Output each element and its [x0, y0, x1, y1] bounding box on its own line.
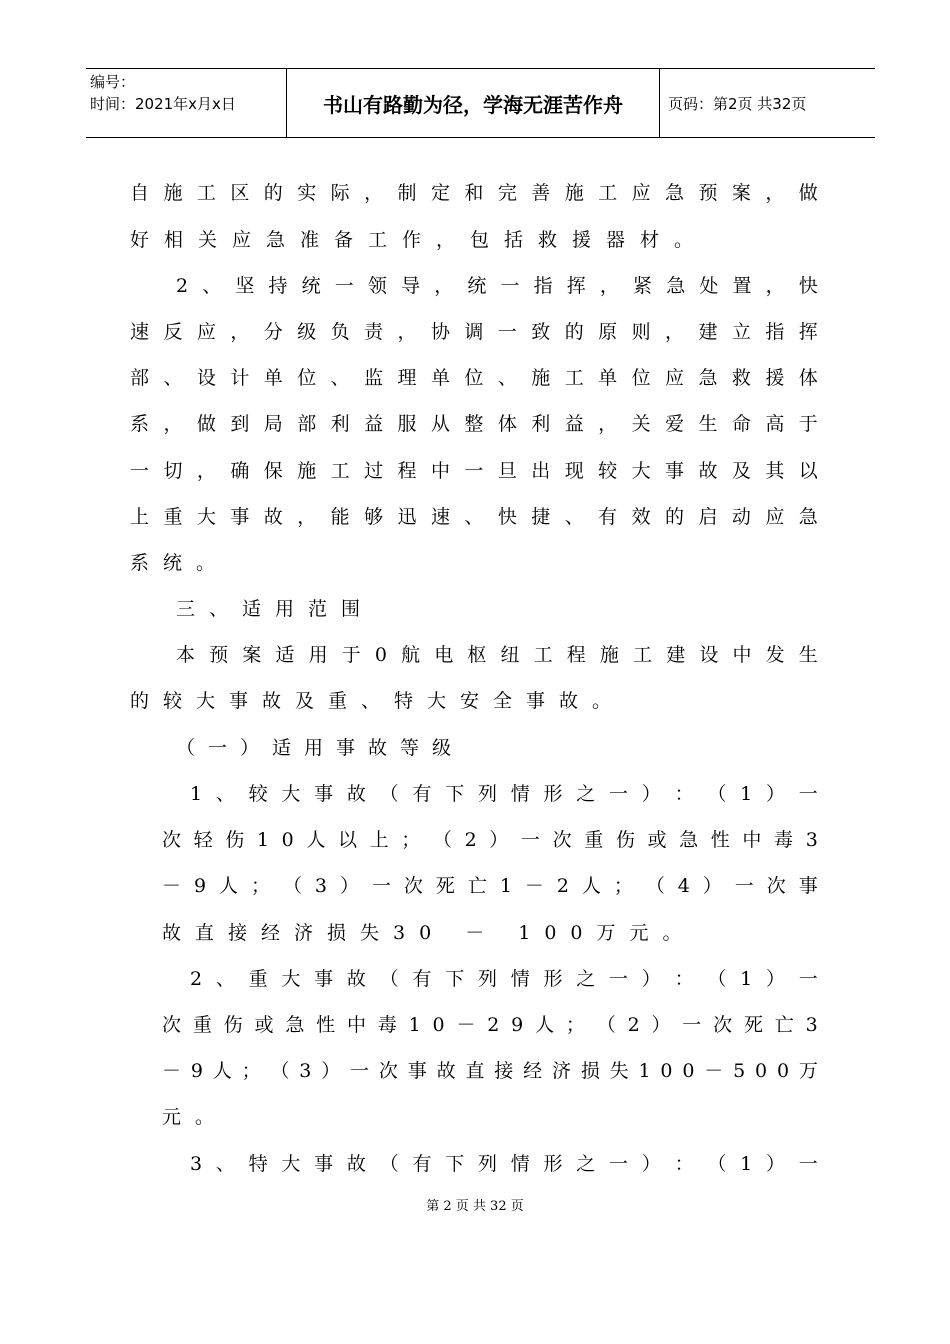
text-line: － 9 人 ； （ 3 ） 一 次 死 亡 1 － 2 人 ； （ 4 ） 一 次 事: [162, 875, 818, 897]
text-line: 上 重 大 事 故 ， 能 够 迅 速 、 快 捷 、 有 效 的 启 动 应 急: [130, 506, 818, 528]
subsection-heading: （一）适用事故等级: [176, 737, 465, 759]
text-line: 自 施 工 区 的 实 际 ， 制 定 和 完 善 施 工 应 急 预 案 ， 做: [130, 182, 818, 204]
header-page-info: 页码：第2页 共32页: [668, 94, 807, 113]
date-line: 时间：2021年x月x日: [90, 95, 236, 113]
text-line: 系 ， 做 到 局 部 利 益 服 从 整 体 利 益 ， 关 爱 生 命 高 于: [130, 413, 818, 435]
text-line: 好相关应急准备工作，包括救援器材。: [130, 229, 709, 251]
page-footer: 第 2 页 共 32 页: [426, 1199, 524, 1214]
text-line: 故直接经济损失30 － 100万元。: [162, 922, 696, 944]
text-line: 部 、 设 计 单 位 、 监 理 单 位 、 施 工 单 位 应 急 救 援 体: [130, 367, 818, 389]
text-line: 元。: [162, 1106, 229, 1128]
text-line: 1 、 较 大 事 故 （ 有 下 列 情 形 之 一 ） ： （ 1 ） 一: [190, 783, 818, 805]
text-line: 的较大事故及重、特大安全事故。: [130, 690, 626, 712]
text-line: 速 反 应 ， 分 级 负 责 ， 协 调 一 致 的 原 则 ， 建 立 指 挥: [130, 321, 818, 343]
text-line: 一 切 ， 确 保 施 工 过 程 中 一 旦 出 现 较 大 事 故 及 其 以: [130, 460, 818, 482]
header-meta: [86, 69, 286, 137]
doc-number-label: 编号：: [90, 73, 136, 91]
text-line: 本 预 案 适 用 于 0 航 电 枢 纽 工 程 施 工 建 设 中 发 生: [176, 644, 818, 666]
text-line: － 9 人 ； （ 3 ） 一 次 事 故 直 接 经 济 损 失 1 0 0 － 5 0 0 万: [162, 1060, 818, 1082]
text-line: 2 、 坚 持 统 一 领 导 ， 统 一 指 挥 ， 紧 急 处 置 ， 快: [176, 275, 818, 297]
page-header: [86, 68, 875, 138]
text-line: 次 重 伤 或 急 性 中 毒 1 0 － 2 9 人 ； （ 2 ） 一 次 死 亡 3: [162, 1014, 818, 1036]
section-heading: 三、适用范围: [176, 598, 375, 620]
header-motto: 书山有路勤为径，学海无涯苦作舟: [286, 69, 660, 137]
text-line: 3 、 特 大 事 故 （ 有 下 列 情 形 之 一 ） ： （ 1 ） 一: [190, 1153, 818, 1175]
text-line: 2 、 重 大 事 故 （ 有 下 列 情 形 之 一 ） ： （ 1 ） 一: [190, 968, 818, 990]
text-line: 系统。: [130, 552, 230, 574]
text-line: 次 轻 伤 1 0 人 以 上 ； （ 2 ） 一 次 重 伤 或 急 性 中 毒 3: [162, 829, 818, 851]
